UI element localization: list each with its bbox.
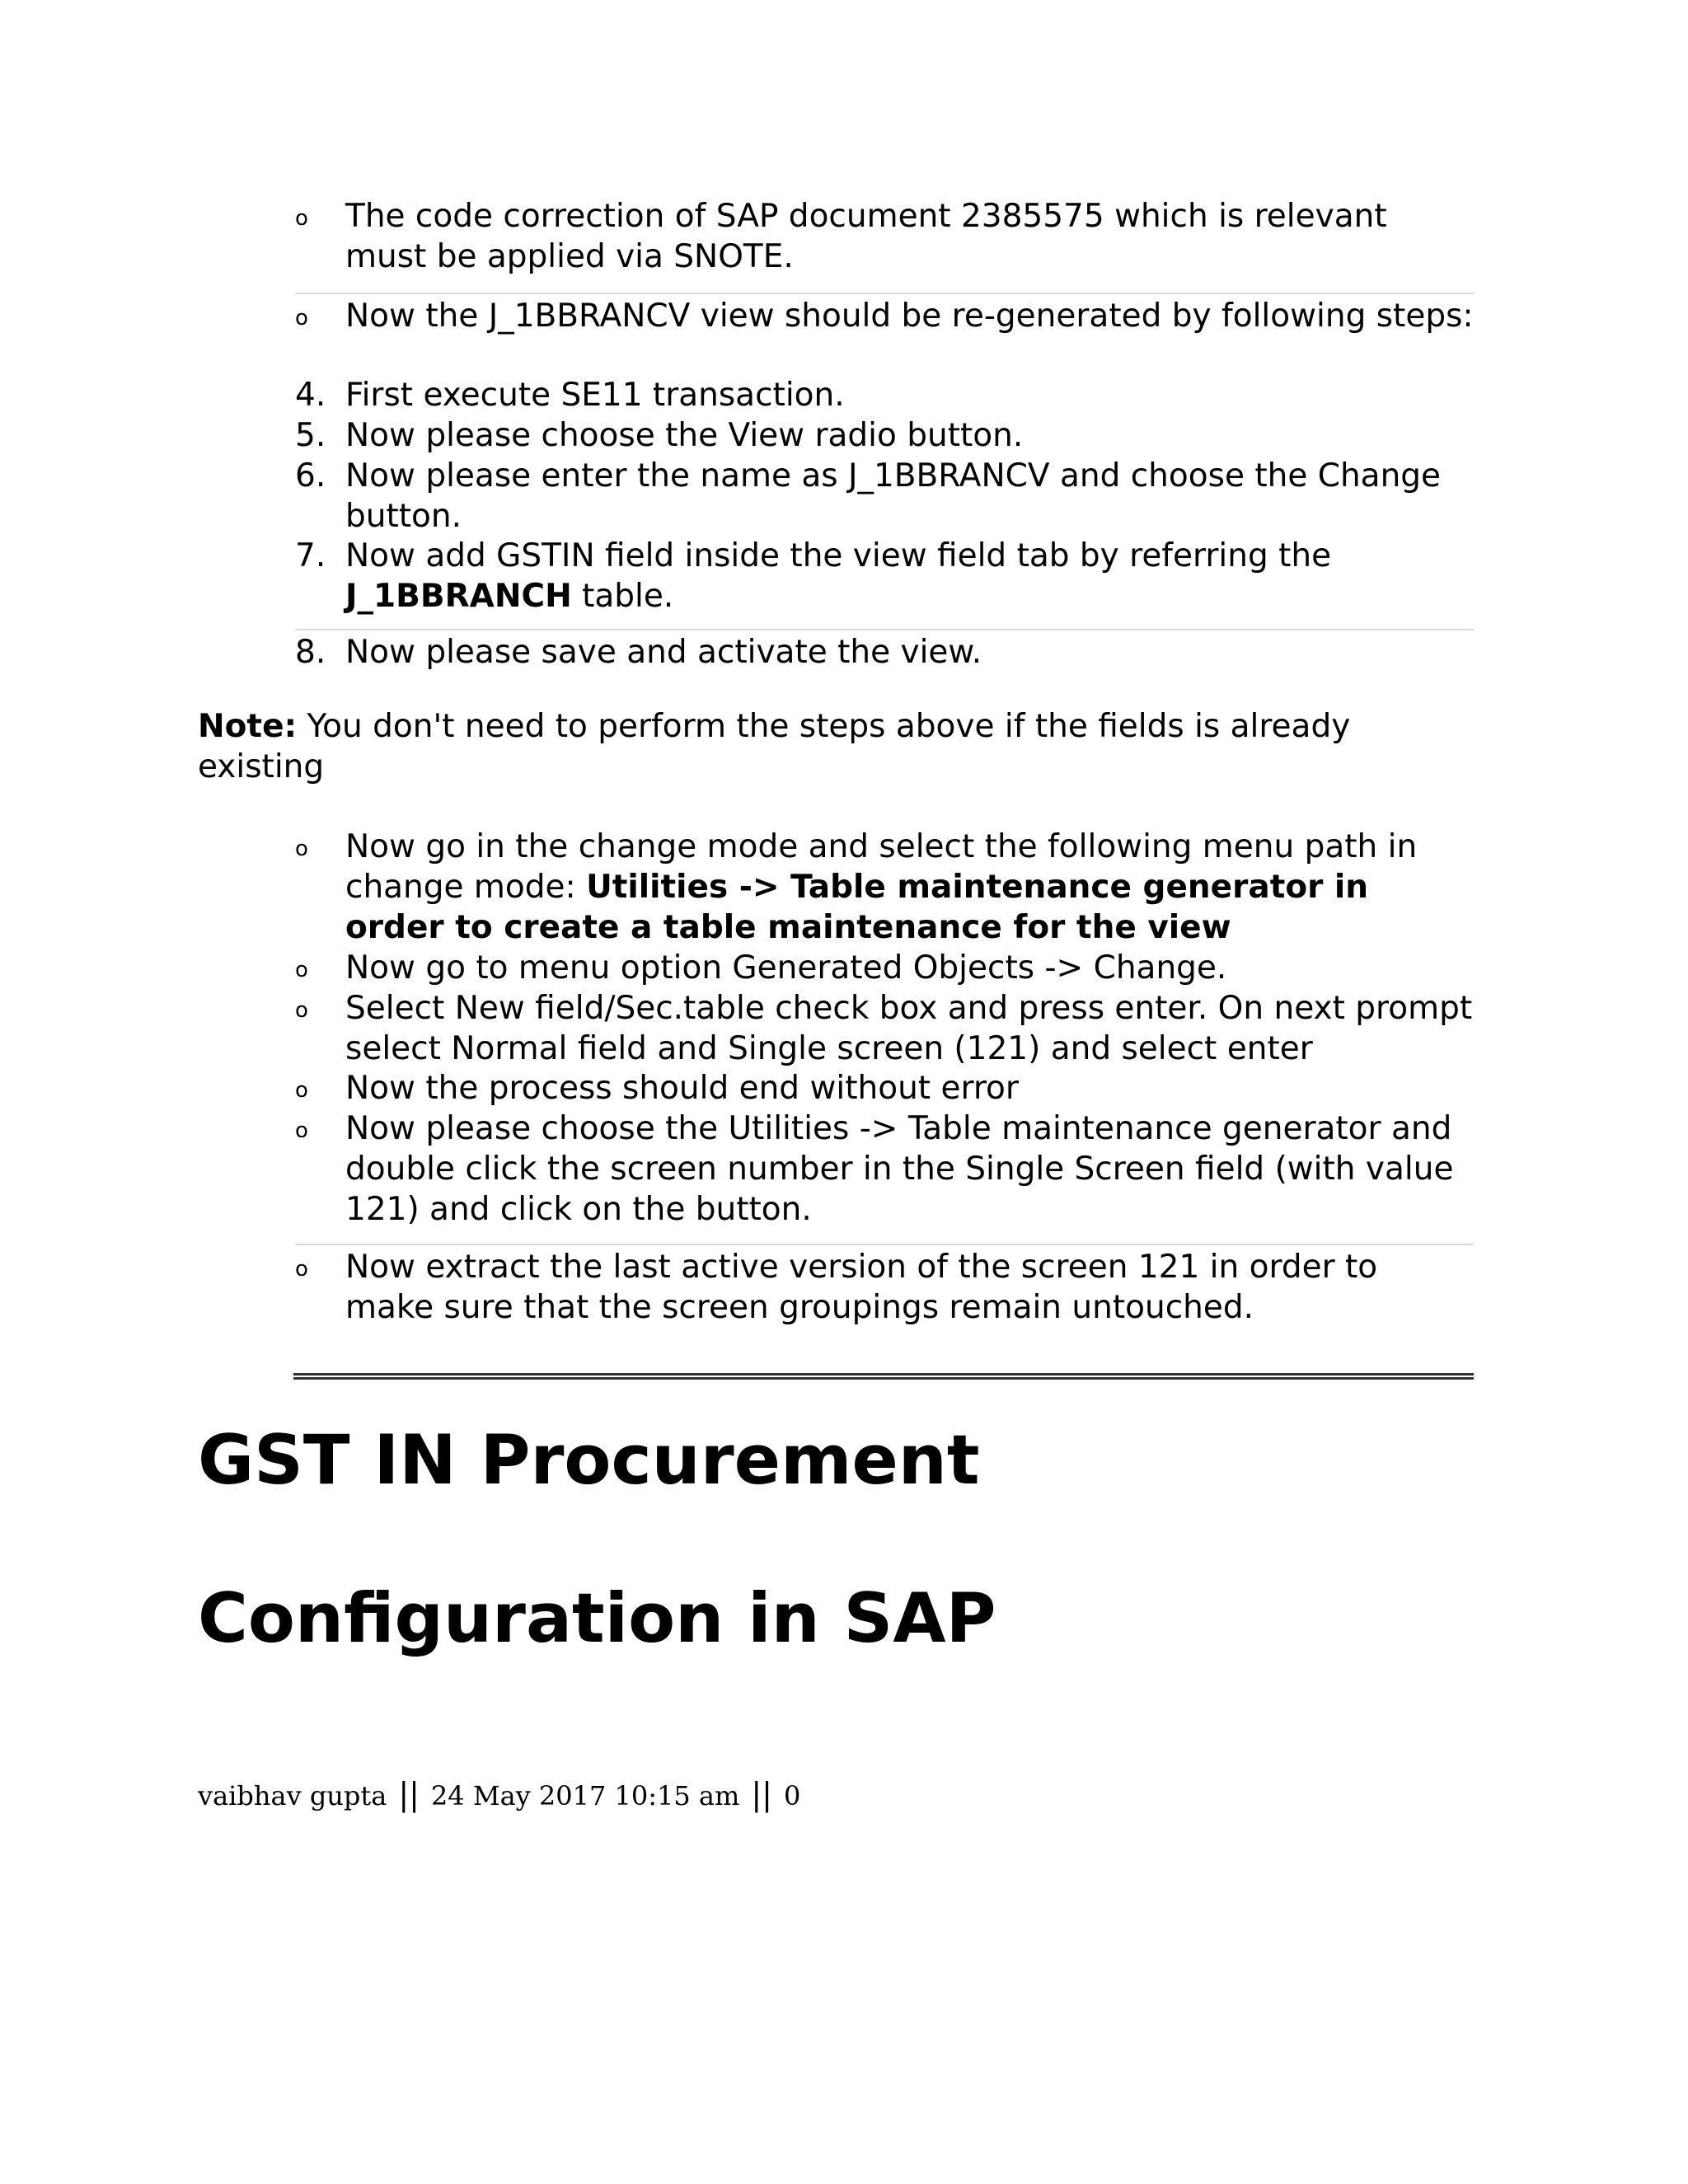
bold-table-name: J_1BBRANCH [345, 578, 572, 615]
post-date: 24 May 2017 10:15 am [430, 1780, 740, 1811]
list-item [295, 988, 1474, 1069]
note-paragraph [198, 706, 1484, 787]
list-bullet: o [295, 1078, 308, 1103]
list-number: 6. [295, 457, 326, 494]
list-item-text [345, 536, 1474, 616]
list-item-text: Now extract the last active version of the screen 121 in order to make sure that the screen groupings remain untouched. [345, 1249, 1378, 1326]
list-item-text-part: table. [571, 578, 674, 615]
list-bullet: o [295, 958, 308, 982]
author-name: vaibhav gupta [198, 1780, 387, 1811]
meta-separator: || [398, 1776, 420, 1812]
list-number: 4. [295, 377, 326, 414]
list-bullet: o [295, 1118, 308, 1143]
list-item [295, 1068, 1474, 1108]
list-item [295, 629, 1474, 673]
list-item-text: Now please save and activate the view. [345, 634, 982, 671]
list-number: 5. [295, 417, 326, 454]
list-item [295, 456, 1474, 537]
comment-count: 0 [783, 1780, 801, 1811]
list-item [295, 293, 1474, 336]
list-item-text: Now the process should end without error [345, 1070, 1019, 1107]
list-bullet: o [295, 206, 308, 231]
list-item [295, 1108, 1474, 1230]
article-meta [198, 1776, 800, 1814]
list-item-text-part: Now go in the change mode and select the following menu path in change mode: [345, 828, 1418, 906]
list-bullet: o [295, 1257, 308, 1282]
list-bullet: o [295, 998, 308, 1023]
list-bullet: o [295, 837, 308, 861]
list-item [295, 375, 1474, 415]
list-item-text: Now the J_1BBRANCV view should be re-generated by following steps: [345, 298, 1474, 335]
section-divider [293, 1373, 1474, 1380]
list-item-text-part: Now add GSTIN field inside the view field tab by referring the [345, 537, 1332, 574]
list-item-text: Now go to menu option Generated Objects -> Change. [345, 949, 1227, 987]
list-item [295, 827, 1474, 948]
bold-menu-path: Utilities -> Table maintenance generator in order to create a table maintenance for the view [345, 869, 1369, 946]
list-item [295, 536, 1474, 616]
list-item-text: Select New field/Sec.table check box and press enter. On next prompt select Normal field and Single screen (121) and select enter [345, 990, 1473, 1067]
list-item-text: Now please choose the View radio button. [345, 417, 1024, 454]
meta-separator: || [751, 1776, 772, 1812]
note-text: You don't need to perform the steps above if the fields is already existing [198, 708, 1351, 785]
list-number: 8. [295, 634, 326, 671]
note-label: Note: [198, 708, 298, 745]
list-item-text: Now please choose the Utilities -> Table maintenance generator and double click the screen number in the Single Screen field (with value 121) and click on the button. [345, 1110, 1454, 1228]
page-title-line-2: Configuration in SAP [198, 1578, 996, 1658]
list-item-text [345, 827, 1474, 948]
list-item-text: First execute SE11 transaction. [345, 377, 845, 414]
list-item-text: The code correction of SAP document 2385575 which is relevant must be applied via SNOTE. [345, 198, 1387, 275]
list-item [295, 415, 1474, 456]
list-bullet: o [295, 306, 308, 330]
list-item [295, 196, 1474, 277]
list-item [295, 948, 1474, 988]
page-title-line-1: GST IN Procurement [198, 1420, 980, 1500]
list-number: 7. [295, 537, 326, 574]
list-item [295, 1244, 1474, 1328]
list-item-text: Now please enter the name as J_1BBRANCV and choose the Change button. [345, 457, 1442, 535]
